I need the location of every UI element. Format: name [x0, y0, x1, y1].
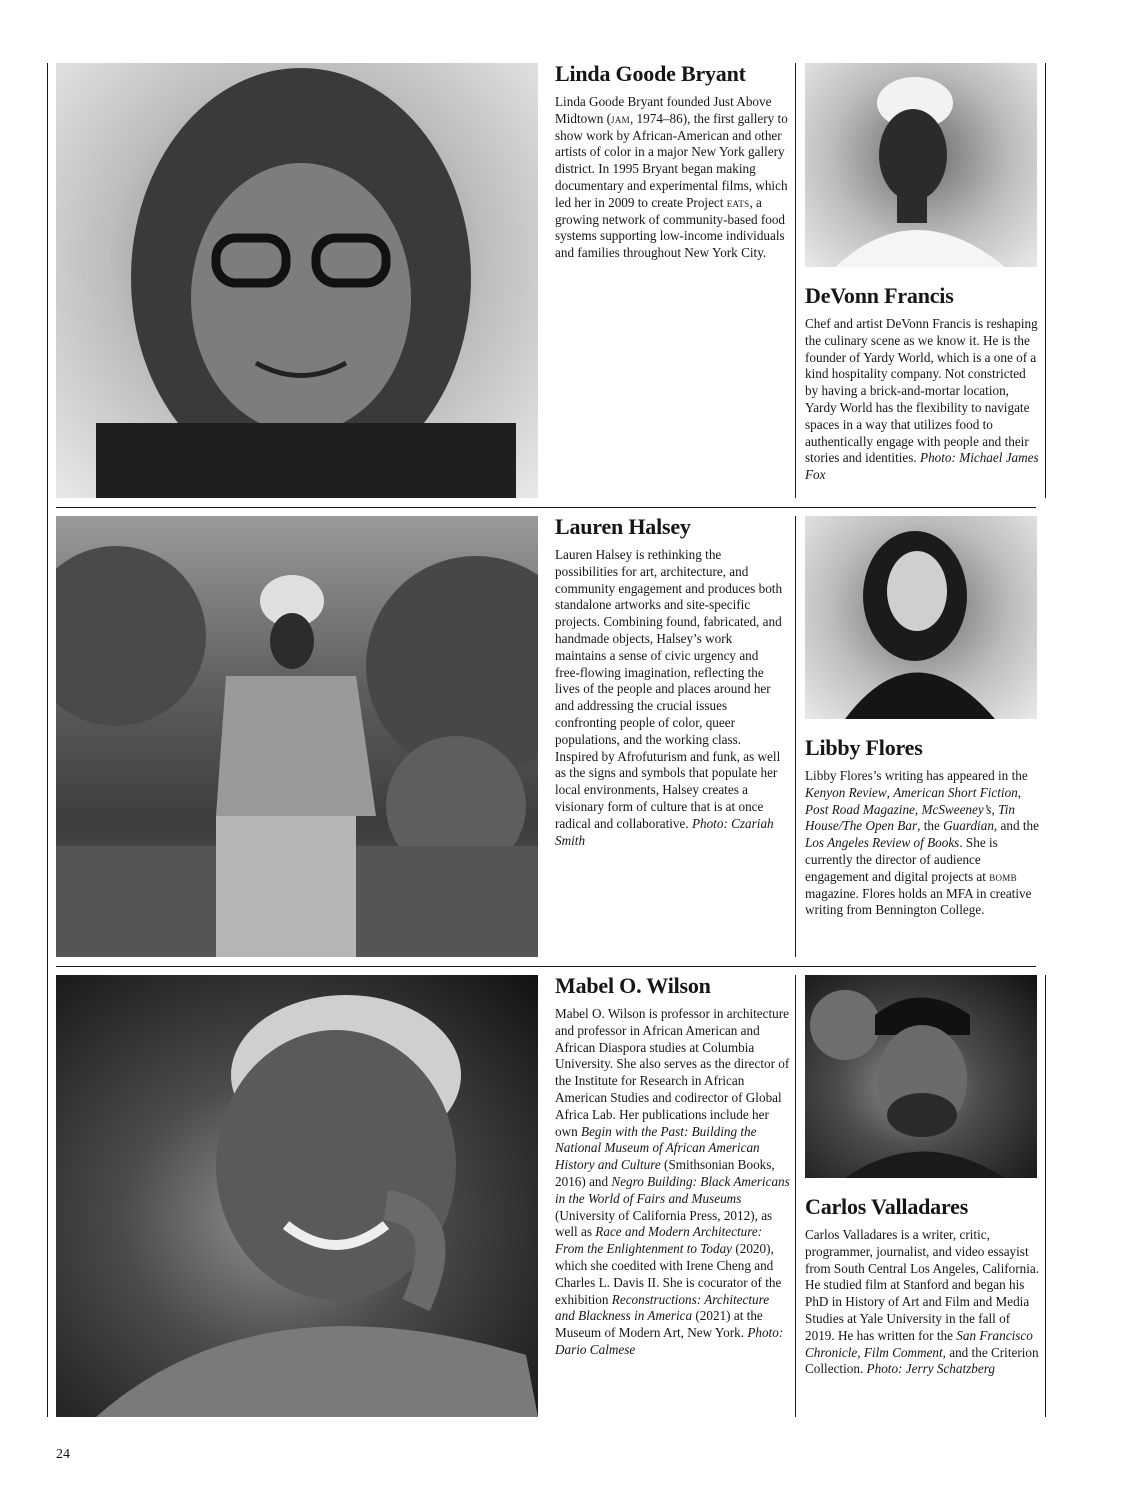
bio-text: Linda Goode Bryant founded Just Above Midtown ( — [555, 94, 772, 126]
mabel-o-wilson-name: Mabel O. Wilson — [555, 973, 711, 998]
photo-credit: Photo: Czariah Smith — [555, 815, 774, 848]
libby-flores-bio — [805, 768, 1041, 919]
separator: , the — [917, 818, 944, 834]
row-divider-1 — [56, 507, 1036, 508]
separator: , — [1017, 784, 1022, 800]
publication-title: American Short Fiction — [893, 784, 1018, 800]
photo-credit: Photo: Jerry Schatzberg — [866, 1361, 995, 1377]
publication-title: San Francisco Chronicle — [805, 1327, 1033, 1360]
book-title: Negro Building: Black Americans in the World of Fairs and Museums — [555, 1173, 790, 1206]
publication-title: Los Angeles Review of Books — [805, 835, 960, 851]
bio-text: (University of California Press, 2012), as well as — [555, 1207, 773, 1240]
bio-text: Chef and artist DeVonn Francis is reshaping the culinary scene as we know it. He is the founder of Yardy World, which is a one of a kind hospitality company. Not constricted by having a brick-and-mortar location, Yardy World has the flexibility to navigate spaces in a way that utilizes food to authentically engage with people and their stories and identities. — [805, 316, 1038, 466]
carlos-valladares-portrait — [805, 975, 1037, 1178]
publication-title: Tin House/The Open Bar — [805, 801, 1016, 834]
lauren-halsey-bio — [555, 547, 785, 849]
column-rule-row1 — [795, 63, 796, 498]
bio-text: . She is currently the director of audience engagement and digital projects at — [805, 835, 998, 884]
exhibition-title: Reconstructions: Architecture and Blackness in America — [555, 1291, 770, 1324]
linda-goode-bryant-portrait — [56, 63, 538, 498]
right-rule-row3 — [1045, 975, 1046, 1417]
devonn-francis-portrait — [805, 63, 1037, 267]
separator: , and the — [993, 818, 1039, 834]
publication-title: Post Road Magazine — [805, 801, 915, 817]
bio-text: , 1974–86), the first gallery to show work by African-American and other artists of color in a major New York gallery district. In 1995 Bryant began making documentary and experimental films, which led her in 2009 to create Project — [555, 110, 788, 210]
bio-text: Carlos Valladares is a writer, critic, programmer, journalist, and video essayist from South Central Los Angeles, California. He studied film at Stanford and began his PhD in History of Art and Film and Media Studies at Yale University in the fall of 2019. He has written for the — [805, 1227, 1040, 1343]
bio-text: Mabel O. Wilson is professor in architecture and professor in African American and African Diaspora studies at Columbia University. She also serves as the director of the Institute for Research in African American Studies and codirector of Global Africa Lab. Her publications include her own — [555, 1006, 790, 1139]
bio-text: (2020), which she coedited with Irene Cheng and Charles L. Davis II. She is cocurator of the exhibition — [555, 1241, 782, 1307]
separator: , — [886, 784, 894, 800]
libby-flores-portrait — [805, 516, 1037, 719]
publication-title: Guardian — [943, 818, 994, 834]
book-title: Begin with the Past: Building the National Museum of African American History and Culture — [555, 1123, 760, 1173]
right-rule-row1 — [1045, 63, 1046, 498]
book-title: Race and Modern Architecture: From the Enlightenment to Today — [555, 1224, 763, 1257]
bio-text: (2021) at the Museum of Modern Art, New York. — [555, 1308, 763, 1341]
column-rule-row2 — [795, 516, 796, 957]
mabel-o-wilson-bio — [555, 1006, 791, 1359]
eats-acronym: eats — [726, 194, 750, 210]
linda-goode-bryant-bio — [555, 94, 791, 262]
bomb-acronym: bomb — [989, 868, 1017, 884]
lauren-halsey-portrait — [56, 516, 538, 957]
bio-text: , and the Criterion Collection. — [805, 1344, 1039, 1377]
publication-title: Film Comment — [863, 1344, 943, 1360]
lauren-halsey-name: Lauren Halsey — [555, 514, 691, 539]
jam-acronym: jam — [611, 110, 630, 126]
devonn-francis-name: DeVonn Francis — [805, 283, 954, 308]
separator: , — [914, 801, 922, 817]
carlos-valladares-name: Carlos Valladares — [805, 1194, 969, 1219]
column-rule-row3 — [795, 975, 796, 1417]
bio-text: , a growing network of community-based food systems supporting low-income individuals and families throughout New York City. — [555, 194, 786, 261]
bio-text: Lauren Halsey is rethinking the possibilities for art, architecture, and community engagement and produces both standalone artworks and site-specific projects. Combining found, fabricated, and handmade objects, Halsey’s work maintains a sense of civic urgency and free-flowing imagination, reflecting the lives of the people and places around her and addressing the crucial issues confronting people of color, queer populations, and the working class. Inspired by Afrofuturism and funk, as well as the signs and symbols that populate her local environments, Halsey creates a visionary form of culture that is at once radical and collaborative. — [555, 547, 783, 831]
separator: , — [857, 1344, 864, 1360]
left-margin-rule — [47, 63, 48, 1417]
row-divider-2 — [56, 966, 1036, 967]
mabel-o-wilson-portrait — [56, 975, 538, 1417]
linda-goode-bryant-name: Linda Goode Bryant — [555, 61, 746, 86]
publication-title: Kenyon Review — [805, 784, 887, 800]
bio-text: (Smithsonian Books, 2016) and — [555, 1157, 775, 1189]
libby-flores-name: Libby Flores — [805, 735, 923, 760]
bio-text: magazine. Flores holds an MFA in creative writing from Bennington College. — [805, 885, 1032, 918]
carlos-valladares-bio — [805, 1227, 1041, 1378]
publication-title: McSweeney’s — [921, 801, 992, 817]
devonn-francis-bio — [805, 316, 1041, 484]
photo-credit: Photo: Dario Calmese — [555, 1325, 784, 1357]
separator: , — [991, 801, 999, 817]
photo-credit: Photo: Michael James Fox — [805, 450, 1039, 483]
bio-text: Libby Flores’s writing has appeared in the — [805, 768, 1028, 783]
page-number: 24 — [56, 1447, 70, 1462]
